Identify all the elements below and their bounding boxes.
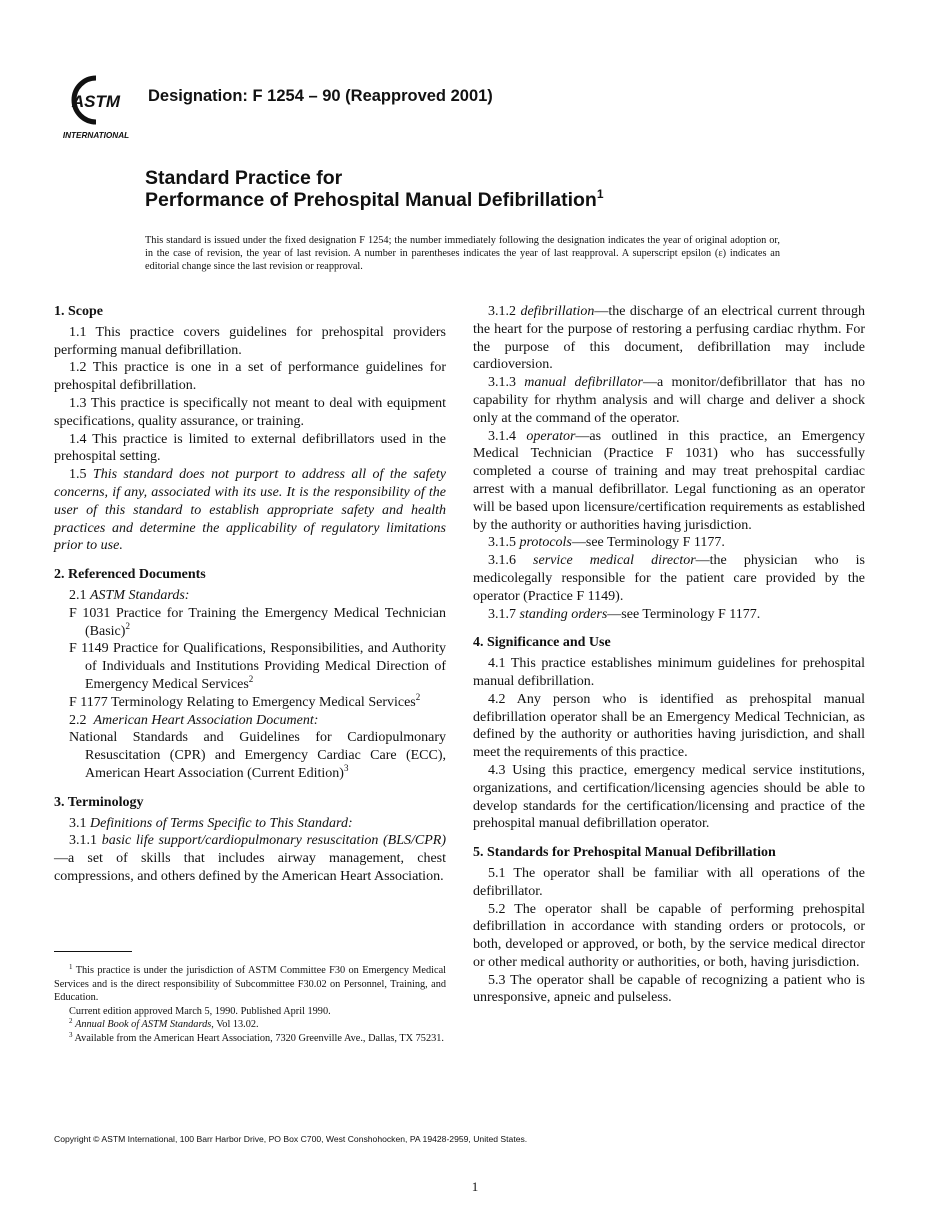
footnote-title: Annual Book of ASTM Standards <box>75 1019 212 1030</box>
section-heading-standards: 5. Standards for Prehospital Manual Defibrillation <box>473 845 776 861</box>
definition-3-1-3 <box>473 374 865 427</box>
footnote-3 <box>54 1032 446 1046</box>
defined-term: standing orders <box>519 606 608 622</box>
paragraph-4-1: 4.1 This practice establishes minimum guidelines for prehospital manual defibrillation. <box>473 656 865 689</box>
paragraph-2-1 <box>54 587 446 605</box>
logo-subtext: INTERNATIONAL <box>62 131 130 140</box>
defined-term: operator <box>526 428 576 444</box>
paragraph-5-2: 5.2 The operator shall be capable of performing prehospital defibrillation in accordance with standing orders or protocols, or both, developed or approved, or both, by the service medical director or other medical authority or authorities, or both, having jurisdiction. <box>473 901 865 970</box>
title-main: Performance of Prehospital Manual Defibrillation <box>145 189 597 211</box>
defined-term: manual defibrillator <box>524 375 643 391</box>
footnote-number: 3 <box>69 1030 73 1039</box>
paragraph-5-1: 5.1 The operator shall be familiar with all operations of the defibrillator. <box>473 865 865 899</box>
definition-text: —see Terminology F 1177. <box>607 606 761 622</box>
logo-text: ASTM <box>71 92 121 111</box>
paragraph-3-1 <box>54 815 446 833</box>
definition-text: —the physician who is medicolegally responsible for the patient care provided by the operator (Practice F 1149). <box>473 553 865 604</box>
section-heading-scope: 1. Scope <box>54 304 103 319</box>
paragraph-1-2: 1.2 This practice is one in a set of performance guidelines for prehospital defibrillation. <box>54 360 446 394</box>
issuance-note: This standard is issued under the fixed designation F 1254; the number immediately following the designation indicates the year of original adoption or, in the case of revision, the year of last revision. A number in parentheses indicates the year of last reapproval. A superscript epsilon (ε) indicates an editorial change since the last revision or reapproval. <box>145 235 780 272</box>
paragraph-number: 3.1.7 <box>488 606 516 622</box>
definition-3-1-7 <box>473 606 865 624</box>
paragraph-number: 3.1.4 <box>488 428 516 444</box>
document-title <box>145 167 865 211</box>
section-heading-significance: 4. Significance and Use <box>473 635 611 651</box>
definition-text: —the discharge of an electrical current through the heart for the purpose of restoring a perfusing cardiac rhythm. For the purpose of this document, defibrillation may include cardioversion. <box>473 304 865 373</box>
footnote-ref: 2 <box>415 691 421 702</box>
section-heading-terminology: 3. Terminology <box>54 794 144 810</box>
paragraph-1-3: 1.3 This practice is specifically not meant to deal with equipment specifications, quality assurance, or training. <box>54 395 446 429</box>
paragraph-4-2: 4.2 Any person who is identified as prehospital manual defibrillation operator shall be an Emergency Medical Technician, as defined by the authority or authorities having jurisdiction, and shall meet the requirements of this practice. <box>473 691 865 761</box>
reference-text: F 1031 Practice for Training the Emergency Medical Technician (Basic) <box>69 605 446 639</box>
footnote-number: 2 <box>69 1017 73 1025</box>
reference-text: F 1177 Terminology Relating to Emergency Medical Services <box>69 694 416 710</box>
reference-text: F 1149 Practice for Qualifications, Responsibilities, and Authority of Individuals and Institutions Providing Medical Direction of Emergency Medical Services <box>69 641 446 692</box>
footnote-number: 1 <box>69 963 73 971</box>
definition-text: —a set of skills that includes airway management, chest compressions, and others defined by the American Heart Association. <box>54 851 446 884</box>
paragraph-5-3: 5.3 The operator shall be capable of recognizing a patient who is unresponsive, apneic and pulseless. <box>473 972 865 1006</box>
right-column <box>473 303 865 1007</box>
safety-caveat: This standard does not purport to address all of the safety concerns, if any, associated with its use. It is the responsibility of the user of this standard to establish appropriate safety and health practices and determine the applicability of regulatory limitations prior to use. <box>54 467 446 554</box>
reference-f1177 <box>54 691 446 712</box>
footnote-rule <box>54 951 132 952</box>
footnote-2 <box>54 1018 446 1032</box>
definition-3-1-6 <box>473 552 865 605</box>
paragraph-2-2 <box>54 712 446 730</box>
footnotes <box>54 964 446 1045</box>
copyright: Copyright © ASTM International, 100 Barr Harbor Drive, PO Box C700, West Conshohocken, PA 19428-2959, United States. <box>54 1134 528 1144</box>
footnote-ref: 2 <box>125 620 130 631</box>
designation: Designation: F 1254 – 90 (Reapproved 2001) <box>148 87 493 105</box>
definition-3-1-4 <box>473 428 865 535</box>
definition-3-1-5 <box>473 534 865 552</box>
paragraph-number: 2.2 <box>69 712 87 728</box>
paragraph-1-1: 1.1 This practice covers guidelines for prehospital providers performing manual defibrillation. <box>54 324 446 358</box>
definition-3-1-2 <box>473 303 865 374</box>
footnote-text: Available from the American Heart Association, 7320 Greenville Ave., Dallas, TX 75231. <box>74 1032 444 1044</box>
paragraph-number: 3.1.6 <box>488 553 516 569</box>
title-footnote-ref: 1 <box>596 187 604 201</box>
title-line-1: Standard Practice for <box>145 167 343 189</box>
paragraph-4-3: 4.3 Using this practice, emergency medical service institutions, organizations, and certification/licensing agencies should be able to develop standards for the certification/licensing and practice of the prehospital manual defibrillation operator. <box>473 762 865 832</box>
footnote-text: , Vol 13.02. <box>211 1019 259 1030</box>
left-column <box>54 303 446 886</box>
paragraph-number: 2.1 <box>69 587 87 603</box>
paragraph-number: 3.1 <box>69 815 87 831</box>
title-line-2 <box>145 189 865 211</box>
definition-text: —see Terminology F 1177. <box>571 535 725 551</box>
paragraph-number: 3.1.3 <box>488 375 516 391</box>
paragraph-number: 3.1.5 <box>488 535 516 551</box>
defined-term: protocols <box>519 535 572 551</box>
defined-term: basic life support/cardiopulmonary resuscitation (BLS/CPR) <box>101 833 447 849</box>
footnote-ref: 3 <box>343 762 349 773</box>
paragraph-1-4: 1.4 This practice is limited to external defibrillators used in the prehospital setting. <box>54 431 446 465</box>
paragraph-number: 3.1.1 <box>69 833 97 849</box>
footnote-text: This practice is under the jurisdiction of ASTM Committee F30 on Emergency Medical Services and is the direct responsibility of Subcommittee F30.02 on Personnel, Training, and Education. <box>54 965 447 1003</box>
astm-logo <box>56 74 136 142</box>
reference-f1031 <box>54 605 446 641</box>
paragraph-number: 1.5 <box>69 467 87 483</box>
subsection-title: Definitions of Terms Specific to This Standard: <box>90 815 353 831</box>
definition-text: —as outlined in this practice, an Emergency Medical Technician (Practice F 1031) who has successfully completed a course of training and may treat prehospital cardiac arrest with a manual defibrillator. Legal functioning as an operator will be based upon licensure/certification requirements as established by the authority or authorities having jurisdiction. <box>473 428 865 533</box>
footnote-1-edition: Current edition approved March 5, 1990. Published April 1990. <box>69 1005 331 1017</box>
subsection-title: American Heart Association Document: <box>93 712 319 728</box>
footnote-1 <box>54 964 446 1005</box>
section-heading-referenced: 2. Referenced Documents <box>54 567 206 583</box>
defined-term: defibrillation <box>520 304 595 319</box>
reference-aha <box>54 729 446 782</box>
reference-f1149 <box>54 640 446 693</box>
paragraph-1-5 <box>54 466 446 555</box>
subsection-title: ASTM Standards: <box>90 587 190 603</box>
reference-text: National Standards and Guidelines for Cardiopulmonary Resuscitation (CPR) and Emergency Cardiac Care (ECC), American Heart Association (Current Edition) <box>69 730 446 781</box>
footnote-ref: 2 <box>248 673 254 684</box>
definition-3-1-1 <box>54 832 446 885</box>
defined-term: service medical director <box>533 553 696 569</box>
definition-text: —a monitor/defibrillator that has no capability for rhythm analysis and will charge and deliver a shock only at the command of the operator. <box>473 375 865 426</box>
paragraph-number: 3.1.2 <box>488 304 516 319</box>
page-number: 1 <box>471 1179 479 1194</box>
